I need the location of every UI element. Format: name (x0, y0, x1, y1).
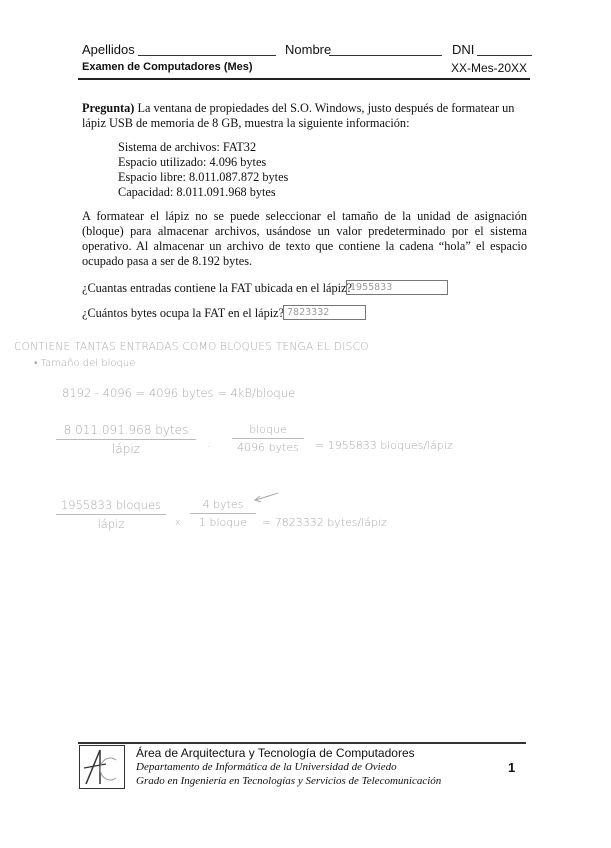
handwritten-arrow-icon (250, 490, 280, 506)
apellidos-label: Apellidos (82, 42, 135, 57)
dni-label: DNI (452, 42, 475, 57)
calc1-denominator-1: lápiz (112, 442, 140, 456)
answer-2-input[interactable]: 7823332 (283, 305, 366, 320)
question-2 (82, 306, 284, 321)
exam-header (82, 61, 527, 76)
property-used-space: Espacio utilizado: 4.096 bytes (118, 155, 267, 169)
calc2-numerator-2: 4 bytes (202, 498, 244, 511)
property-free-space: Espacio libre: 8.011.087.872 bytes (118, 170, 289, 184)
handwritten-note-3: 8192 - 4096 = 4096 bytes = 4kB/bloque (62, 386, 296, 400)
handwritten-note-1: CONTIENE TANTAS ENTRADAS COMO BLOQUES TENGA EL DISCO (14, 341, 369, 353)
question-2-text: ¿Cuántos bytes ocupa la FAT en el lápiz? (82, 306, 285, 320)
exam-title: Examen de Computadores (Mes) (82, 61, 253, 73)
footer-divider (78, 742, 526, 744)
atc-logo-icon (80, 746, 124, 788)
handwritten-note-2: • Tamaño del bloque (34, 358, 136, 369)
footer-title: Área de Arquitectura y Tecnología de Computadores (136, 746, 415, 760)
atc-logo (79, 745, 125, 789)
exam-date: XX-Mes-20XX (450, 61, 527, 75)
calc1-numerator-1: 8.011.091.968 bytes (63, 423, 189, 437)
calc2-fraction-1 (56, 498, 166, 531)
calc1-denominator-2: 4096 bytes (237, 441, 299, 454)
calc2-denominator-2: 1 bloque (199, 516, 247, 529)
calc1-numerator-2: bloque (249, 423, 287, 436)
calc1-fraction-2 (232, 423, 304, 454)
answer-1-input[interactable]: 1955833 (346, 280, 448, 295)
question-1 (82, 281, 352, 296)
question-1-text: ¿Cuantas entradas contiene la FAT ubicada en el lápiz? (82, 281, 352, 295)
question-description: A formatear el lápiz no se puede seleccionar el tamaño de la unidad de asignación (bloque) para almacenar archivos, usándose un valor predeterminado por el sistema operativo. Al almacenar un archivo de texto que contiene la cadena “hola” el espacio ocupado pasa a ser de 8.192 bytes. (82, 209, 527, 268)
apellidos-field[interactable] (138, 55, 276, 56)
dni-field[interactable] (477, 55, 532, 56)
footer-department: Departamento de Informática de la Universidad de Oviedo (136, 761, 397, 773)
calc2-numerator-1: 1955833 bloques (60, 498, 162, 512)
calc2-operator: x (175, 518, 181, 528)
footer-degree: Grado en Ingeniería en Tecnologías y Servicios de Telecomunicación (136, 775, 442, 787)
calc1-fraction-1 (56, 423, 196, 456)
nombre-field[interactable] (329, 55, 442, 56)
nombre-label: Nombre (285, 42, 332, 57)
calc1-result: = 1955833 bloques/lápiz (315, 439, 453, 452)
calc2-result: = 7823332 bytes/lápiz (262, 516, 387, 529)
header-divider (78, 78, 530, 80)
question-label: Pregunta) (82, 101, 135, 115)
question-intro-text: La ventana de propiedades del S.O. Windows, justo después de formatear un lápiz USB de memoria de 8 GB, muestra la siguiente información: (82, 101, 515, 130)
question-intro (82, 101, 527, 131)
properties-list (118, 140, 288, 200)
page-number: 1 (508, 760, 516, 775)
calc1-operator: · (207, 440, 211, 454)
header-fields (82, 42, 527, 58)
calc2-fraction-2 (190, 498, 256, 529)
calc2-denominator-1: lápiz (97, 517, 125, 531)
property-capacity: Capacidad: 8.011.091.968 bytes (118, 185, 276, 199)
property-filesystem: Sistema de archivos: FAT32 (118, 140, 257, 154)
